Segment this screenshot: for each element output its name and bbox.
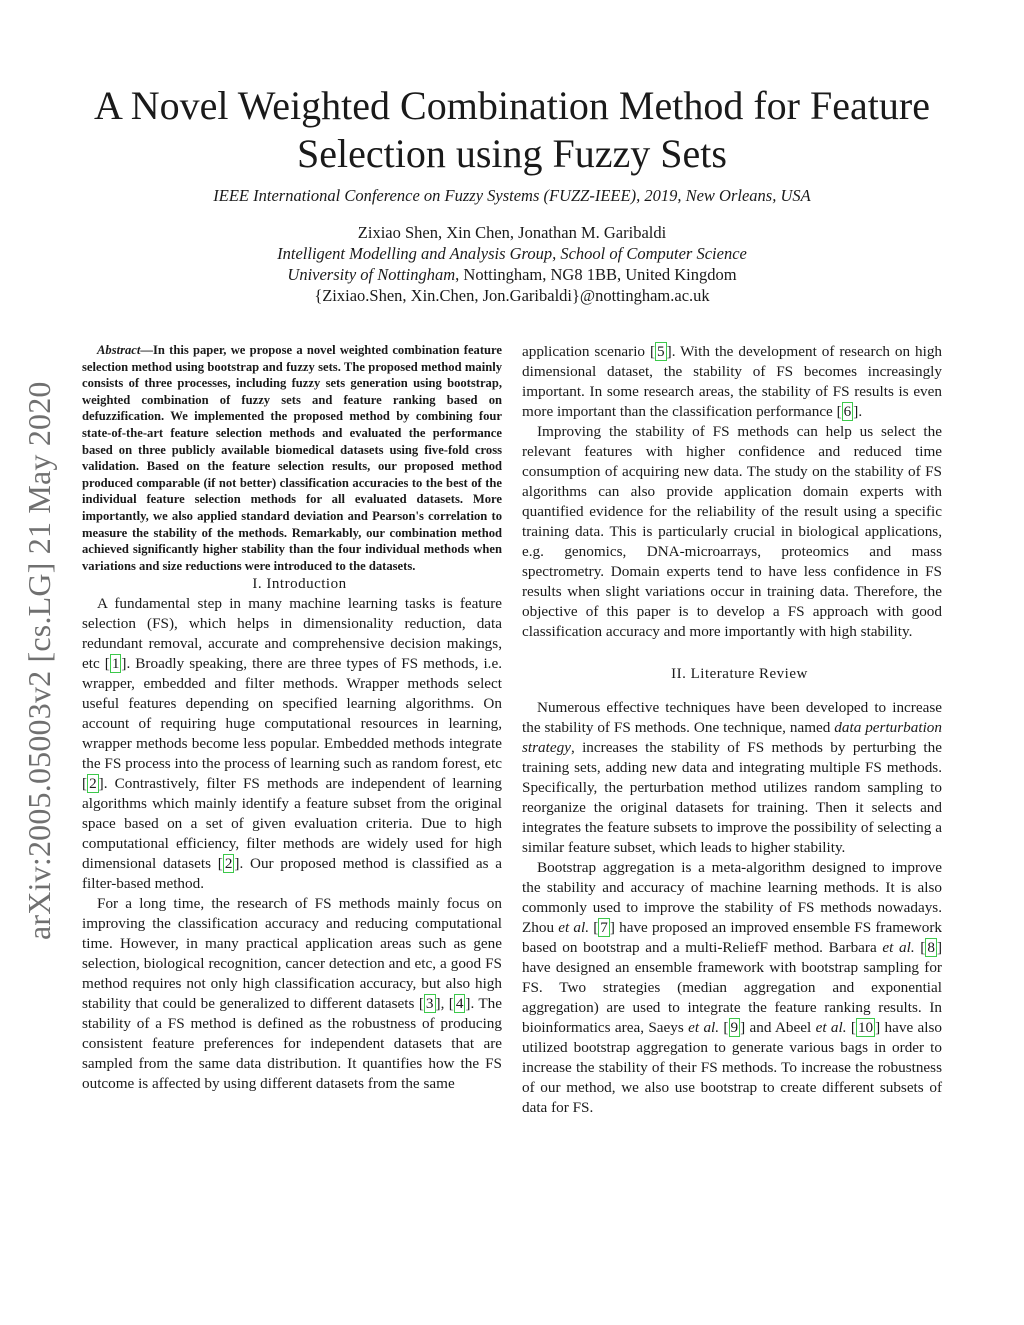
author-names: Zixiao Shen, Xin Chen, Jonathan M. Garibaldi [357,223,667,242]
abstract-label: Abstract [97,343,141,357]
text-run: For a long time, the research of FS methods mainly focus on improving the classification accuracy and reducing computational time. However, in many practical application areas such as gene selection, biological recognition, cancer detection and etc, a good FS method requires not only high classification accuracy, but also high stability that could be generalized to different datasets [82,895,502,1013]
affiliation-university: University of Nottingham [287,265,456,284]
text-run: . With the development of research on high dimensional dataset, the stability of FS becomes increasingly important. In some research areas, the stability of FS results is even more important than the classification performance [522,343,943,420]
citation-link[interactable]: 9 [730,1019,739,1036]
text-run: Bootstrap aggregation is a meta-algorithm designed to improve the stability and accuracy of machine learning methods. It is also commonly used to improve the stability of FS methods nowadays. Zhou [522,859,942,936]
et-al: et al. [882,939,915,956]
et-al: et al. [688,1019,720,1036]
text-run: A fundamental step in many machine learning tasks is feature selection (FS), which helps in dimensionality reduction, data redundant removal, accurate and comprehensive decision makings, etc [82,595,502,673]
citation-link[interactable]: 8 [927,939,935,956]
citation-link[interactable]: 1 [111,655,120,673]
text-run: have designed an ensemble framework with bootstrap sampling for FS. Two strategies (median aggregation and exponential aggregation) are used to integrate the feature ranking results. In bioinformatics area, Saeys [522,959,942,1036]
et-al: et al. [815,1019,847,1036]
abstract [82,342,502,574]
intro-paragraph-1: A fundamental step in many machine learning tasks is feature selection (FS), which helps in dimensionality reduction, data redundant removal, accurate and comprehensive decision makings, etc [ 1 ]. Broadly speaking, there are three types of FS methods, i.e. wrapper, embedded and filter methods. Wrapper methods select useful features depending on specified learning algorithms. On account of requiring huge computational resources in learning, wrapper methods become less popular. Embedded methods integrate the FS process into the process of learning such as random forest, etc [ 2 ]. Contrastively, filter FS methods are independent of learning algorithms which mainly identify a feature subset from the original space based on a set of given evaluation criteria. Due to high computational efficiency, filter methods are widely used for high dimensional datasets [ 2 ]. Our proposed method is classified as a filter-based method. [82,595,502,893]
section-heading-introduction: I. Introduction [252,576,347,593]
citation-link[interactable]: 2 [224,855,233,873]
continued-paragraph: application scenario [ 5 ]. With the development of research on high dimensional dataset, the stability of FS becomes increasingly important. In some research areas, the stability of FS results is even more important than the classification performance [ 6 ]. [522,343,943,420]
arxiv-identifier: arXiv:2005.05003v2 [cs.LG] 21 May 2020 [21,381,57,940]
citation-link[interactable]: 10 [857,1019,874,1036]
text-run: . The stability of a FS method is defined as the robustness of producing consistent feature preferences for independent datasets that are sampled from the same data distribution. It quantifies how the FS outcome is affected by using different datasets from the same [82,995,503,1093]
left-column [82,342,502,1094]
emphasis-term: data perturbation strategy [522,719,942,756]
stability-paragraph: Improving the stability of FS methods can help us select the relevant features with higher confidence and reduced time consumption of acquiring new data. The study on the stability of FS algorithms can also provide application domain experts with quantified evidence for the reliability of the result using a specific training data. This is particularly crucial in biological applications, e.g. genomics, DNA-microarrays, proteomics and mass spectrometry. Domain experts tend to have less confidence in FS results when slight variations occur in training data. Therefore, the objective of this paper is to develop a FS approach with good classification accuracy and more importantly with high stability. [522,423,942,640]
paper-title: A Novel Weighted Combination Method for Feature Selection using Fuzzy Sets [94,83,930,176]
text-run: application scenario [522,343,650,360]
affiliation-line-1: Intelligent Modelling and Analysis Group, School of Computer Science [277,244,747,263]
right-column [522,342,942,1118]
author-block [60,222,964,306]
text-run: have also utilized bootstrap aggregation to generate various bags in order to increase the stability of their FS methods. To increase the robustness of our method, we also use bootstrap to create different subsets of data for FS. [522,1019,943,1116]
intro-paragraph-2: For a long time, the research of FS methods mainly focus on improving the classification accuracy and reducing computational time. However, in many practical application areas such as gene selection, biological recognition, cancer detection and etc, a good FS method requires not only high classification accuracy, but also high stability that could be generalized to different datasets [ 3 ], [ 4 ]. The stability of a FS method is defined as the robustness of producing consistent feature preferences for independent datasets that are sampled from the same data distribution. It quantifies how the FS outcome is affected by using different datasets from the same [82,895,503,1093]
text-run: Numerous effective techniques have been developed to increase the stability of FS methods. One technique, named [522,699,942,736]
text-run: and Abeel [745,1019,816,1036]
citation-link[interactable]: 7 [600,919,608,936]
citation-link[interactable]: 3 [425,995,434,1013]
citation-link[interactable]: 2 [89,775,97,793]
text-run: . [858,403,863,420]
text-run: . Our proposed method is classified as a filter-based method. [82,855,502,893]
text-run: . Contrastively, filter FS methods are independent of learning algorithms which mainly identify a feature subset from the original space based on a set of given evaluation criteria. Due to high computational efficiency, filter methods are widely used for high dimensional datasets [82,775,502,873]
literature-paragraph-2: Bootstrap aggregation is a meta-algorithm designed to improve the stability and accuracy of machine learning methods. It is also commonly used to improve the stability of FS methods nowadays. Zhou et al. [ 7 ] have proposed an improved ensemble FS framework based on bootstrap and a multi-ReliefF method. Barbara et al. [ 8 ] have designed an ensemble framework with bootstrap sampling for FS. Two strategies (median aggregation and exponential aggregation) are used to integrate the feature ranking results. In bioinformatics area, Saeys et al. [ 9 ] and Abeel et al. [ 10 ] have also utilized bootstrap aggregation to generate various bags in order to increase the stability of their FS methods. To increase the robustness of our method, we also use bootstrap to create different subsets of data for FS. [522,859,943,1116]
section-heading-literature-review: II. Literature Review [671,666,808,682]
affiliation-address: , Nottingham, NG8 1BB, United Kingdom [455,265,737,284]
text-run: . Broadly speaking, there are three types of FS methods, i.e. wrapper, embedded and filter methods. Wrapper methods select useful features depending on specified learning algorithms. On account of requiring huge computational resources in learning, wrapper methods become less popular. Embedded methods integrate the FS process into the process of learning such as random forest, etc [82,655,502,773]
affiliation-line-2 [60,264,964,285]
conference-line: IEEE International Conference on Fuzzy Systems (FUZZ-IEEE), 2019, New Orleans, USA [213,186,811,205]
citation-link[interactable]: 4 [455,995,464,1013]
author-emails: {Zixiao.Shen, Xin.Chen, Jon.Garibaldi}@nottingham.ac.uk [314,286,710,305]
literature-paragraph-1 [522,698,942,858]
abstract-text: —In this paper, we propose a novel weighted combination feature selection method using bootstrap and fuzzy sets. The proposed method mainly consists of three processes, including fuzzy sets generation using bootstrap, weighted combination of fuzzy sets and feature ranking based on defuzzification. We implemented the proposed method by combining four state-of-the-art feature selection methods and evaluated the performance based on three publicly available biomedical datasets using five-fold cross validation. Based on the feature selection results, our proposed method produced comparable (if not better) classification accuracies to the best of the individual feature selection methods for all evaluated datasets. More importantly, we also applied standard deviation and Pearson's correlation to measure the stability of the methods. Remarkably, our combination method achieved significantly higher stability than the four individual methods when variations and size reductions were introduced to the datasets. [82,343,502,573]
text-run: have proposed an improved ensemble FS framework based on bootstrap and a multi-ReliefF method. Barbara [522,919,942,956]
et-al: et al. [558,919,590,936]
text-run: , increases the stability of FS methods by perturbing the training sets, adding new data and integrating multiple FS methods. Specifically, the perturbation method utilizes random sampling to reorganize the original datasets for training. Then it selects and integrates the feature subsets to improve the possibility of selecting a similar feature subset, which leads to higher stability. [522,739,942,856]
citation-link[interactable]: 6 [843,403,852,420]
citation-link[interactable]: 5 [657,343,665,360]
text-run: , [440,995,449,1013]
